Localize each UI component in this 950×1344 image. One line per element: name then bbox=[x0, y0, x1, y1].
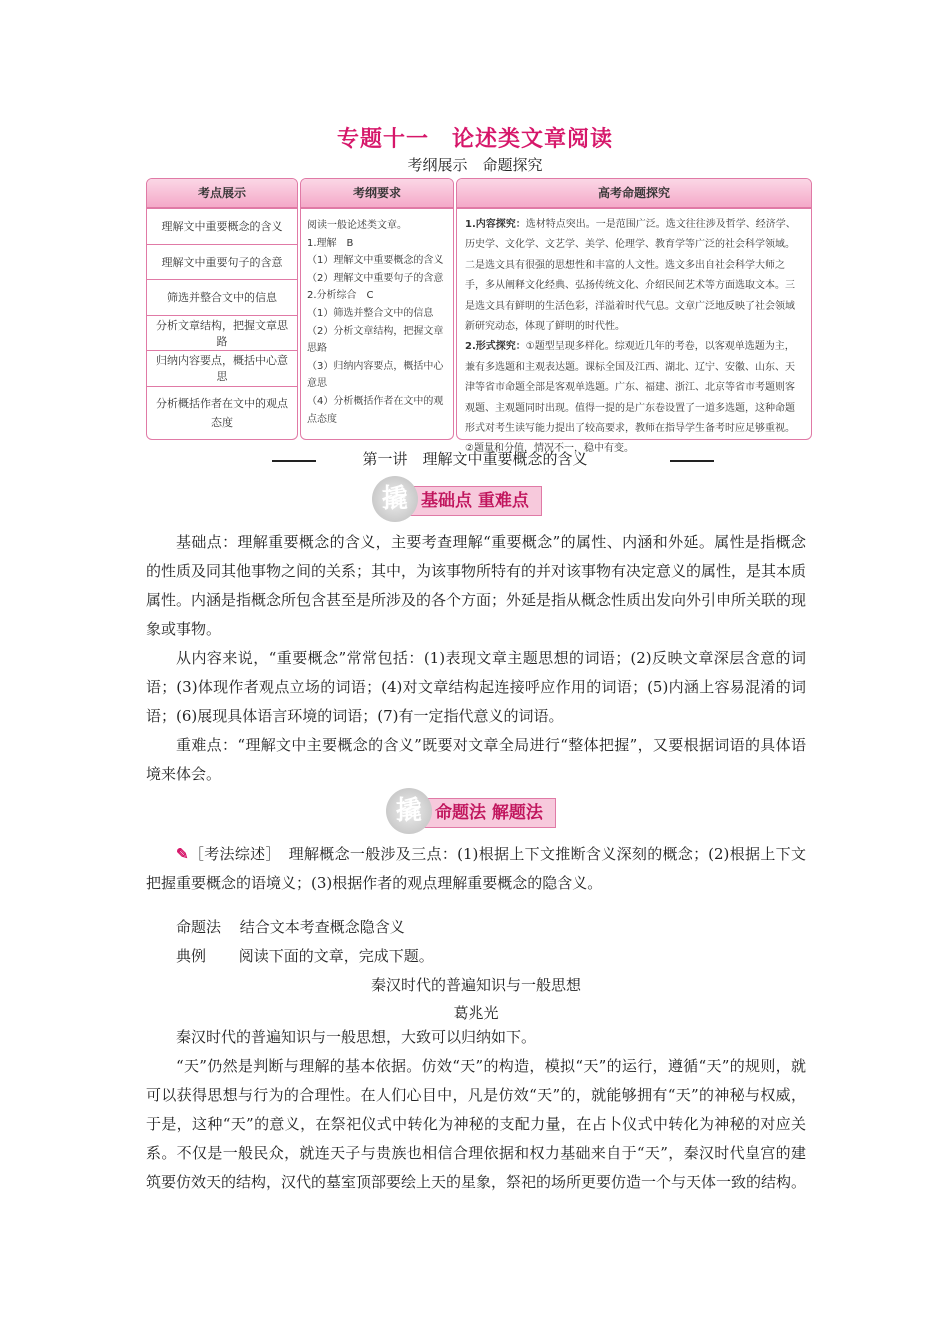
example-line bbox=[176, 945, 434, 966]
table-cell: 归纳内容要点，概括中心意思 bbox=[147, 351, 297, 387]
list-item: （1）理解文中重要概念的含义 bbox=[307, 255, 444, 267]
pry-icon: 撬 bbox=[386, 788, 432, 834]
paragraph: 基础点：理解重要概念的含义，主要考查理解“重要概念”的属性、内涵和外延。属性是指概念的性质及同其他事物之间的关系；其中，为该事物所特有的并对该事物有决定意义的属性，是其本质属性。内涵是指概念所包含甚至是所涉及的各个方面；外延是指从概念性质出发向外引申所关联的现象或事物。 bbox=[146, 533, 807, 638]
column-exam-research bbox=[456, 178, 812, 455]
paragraph: 从内容来说，“重要概念”常常包括：(1)表现文章主题思想的词语；(2)反映文章深层含意的词语；(3)体现作者观点立场的词语；(4)对文章结构起连接呼应作用的词语；(5)内涵上容易混淆的词语；(6)展现具体语言环境的词语；(7)有一定指代意义的词语。 bbox=[146, 649, 806, 725]
summary-text: ［考法综述］ 理解概念一般涉及三点：(1)根据上下文推断含义深刻的概念；(2)根据上下文把握重要概念的语境义；(3)根据作者的观点理解重要概念的隐含义。 bbox=[146, 845, 806, 892]
list-item: 2.分析综合 C bbox=[307, 290, 374, 302]
form-research bbox=[465, 337, 803, 459]
table-cell: 分析文章结构，把握文章思路 bbox=[147, 316, 297, 352]
method-summary bbox=[146, 840, 806, 898]
table-cell: 理解文中重要概念的含义 bbox=[147, 209, 297, 245]
basics-section bbox=[146, 528, 806, 789]
pen-icon: ✎ bbox=[176, 845, 189, 863]
column-header: 考点展示 bbox=[147, 179, 297, 209]
research-text bbox=[457, 209, 811, 460]
list-item: （3）归纳内容要点，概括中心意思 bbox=[307, 360, 444, 390]
content-research-text: 选材特点突出。一是范围广泛。选文往往涉及哲学、经济学、历史学、文化学、文艺学、美学、伦理学、教育学等广泛的社会科学领域。二是选文具有很强的思想性和丰富的人文性。选文多出自社会科学大师之手，多从阐释文化经典、弘扬传统文化、介绍民间艺术等方面选取文本。三是选文具有鲜明的生活色彩，洋溢着时代气息。文章广泛地反映了社会领域新研究动态，体现了鲜明的时代性。 bbox=[465, 219, 796, 333]
column-header: 考纲要求 bbox=[301, 179, 453, 209]
banner-label: 命题法 解题法 bbox=[416, 798, 556, 828]
example-text: 阅读下面的文章，完成下题。 bbox=[238, 947, 434, 965]
table-cell: 理解文中重要句子的含意 bbox=[147, 245, 297, 281]
page-subtitle: 考纲展示 命题探究 bbox=[407, 156, 543, 174]
requirements-list bbox=[301, 209, 453, 428]
table-cell: 分析概括作者在文中的观点态度 bbox=[156, 396, 288, 429]
lecture-title: 第一讲 理解文中重要概念的含义 bbox=[362, 450, 588, 468]
content-research bbox=[465, 215, 803, 337]
banner-label: 基础点 重难点 bbox=[402, 486, 542, 516]
form-research-label: 2.形式探究： bbox=[465, 341, 526, 353]
divider bbox=[670, 460, 714, 462]
column-requirements bbox=[300, 178, 454, 440]
list-item: （4）分析概括作者在文中的观点态度 bbox=[307, 395, 444, 425]
paragraph: 重难点：“理解文中主要概念的含义”既要对文章全局进行“整体把握”，又要根据词语的具体语境来体会。 bbox=[146, 736, 806, 783]
method-text: 结合文本考查概念隐含义 bbox=[239, 918, 405, 936]
column-exam-points bbox=[146, 178, 298, 440]
pry-icon: 撬 bbox=[372, 476, 418, 522]
article-author: 葛兆光 bbox=[453, 1004, 499, 1022]
list-item: （2）分析文章结构，把握文章思路 bbox=[307, 325, 444, 355]
example-label: 典例 bbox=[176, 947, 207, 965]
list-item: （2）理解文中重要句子的含意 bbox=[307, 272, 444, 284]
article-title: 秦汉时代的普遍知识与一般思想 bbox=[370, 976, 581, 994]
column-header: 高考命题探究 bbox=[457, 179, 811, 209]
list-item: 阅读一般论述类文章。 bbox=[307, 220, 407, 231]
article-body bbox=[146, 1023, 806, 1197]
content-research-label: 1.内容探究： bbox=[465, 219, 526, 230]
method-line bbox=[176, 916, 405, 937]
table-cell: 筛选并整合文中的信息 bbox=[147, 280, 297, 316]
list-item: （1）筛选并整合文中的信息 bbox=[307, 307, 434, 319]
method-label: 命题法 bbox=[176, 918, 222, 936]
form-research-text: ①题型呈现多样化。综观近几年的考卷，以客观单选题为主，兼有多选题和主观表达题。课标全国及江西、湖北、辽宁、安徽、山东、天津等省市命题全部是客观单选题。广东、福建、浙江、北京等省市考题则客观题、主观题同时出现。值得一提的是广东卷设置了一道多选题，这种命题形式对考生读写能力提出了较高要求，教师在指导学生备考时应足够重视。②题量和分值，情况不一，稳中有变。 bbox=[465, 341, 795, 455]
outline-table bbox=[146, 178, 812, 455]
page-title: 专题十一 论述类文章阅读 bbox=[336, 127, 613, 152]
paragraph: “天”仍然是判断与理解的基本依据。仿效“天”的构造，模拟“天”的运行，遵循“天”的规则，就可以获得思想与行为的合理性。在人们心目中，凡是仿效“天”的，就能够拥有“天”的神秘与权威，于是，这种“天”的意义，在祭祀仪式中转化为神秘的支配力量，在占卜仪式中转化为神秘的对应关系。不仅是一般民众，就连天子与贵族也相信合理依据和权力基础来自于“天”，秦汉时代皇宫的建筑要仿效天的结构，汉代的墓室顶部要绘上天的星象，祭祀的场所更要仿造一个与天体一致的结构。 bbox=[146, 1057, 807, 1191]
paragraph: 秦汉时代的普遍知识与一般思想，大致可以归纳如下。 bbox=[176, 1028, 537, 1046]
list-item: 1.理解 B bbox=[307, 237, 354, 249]
